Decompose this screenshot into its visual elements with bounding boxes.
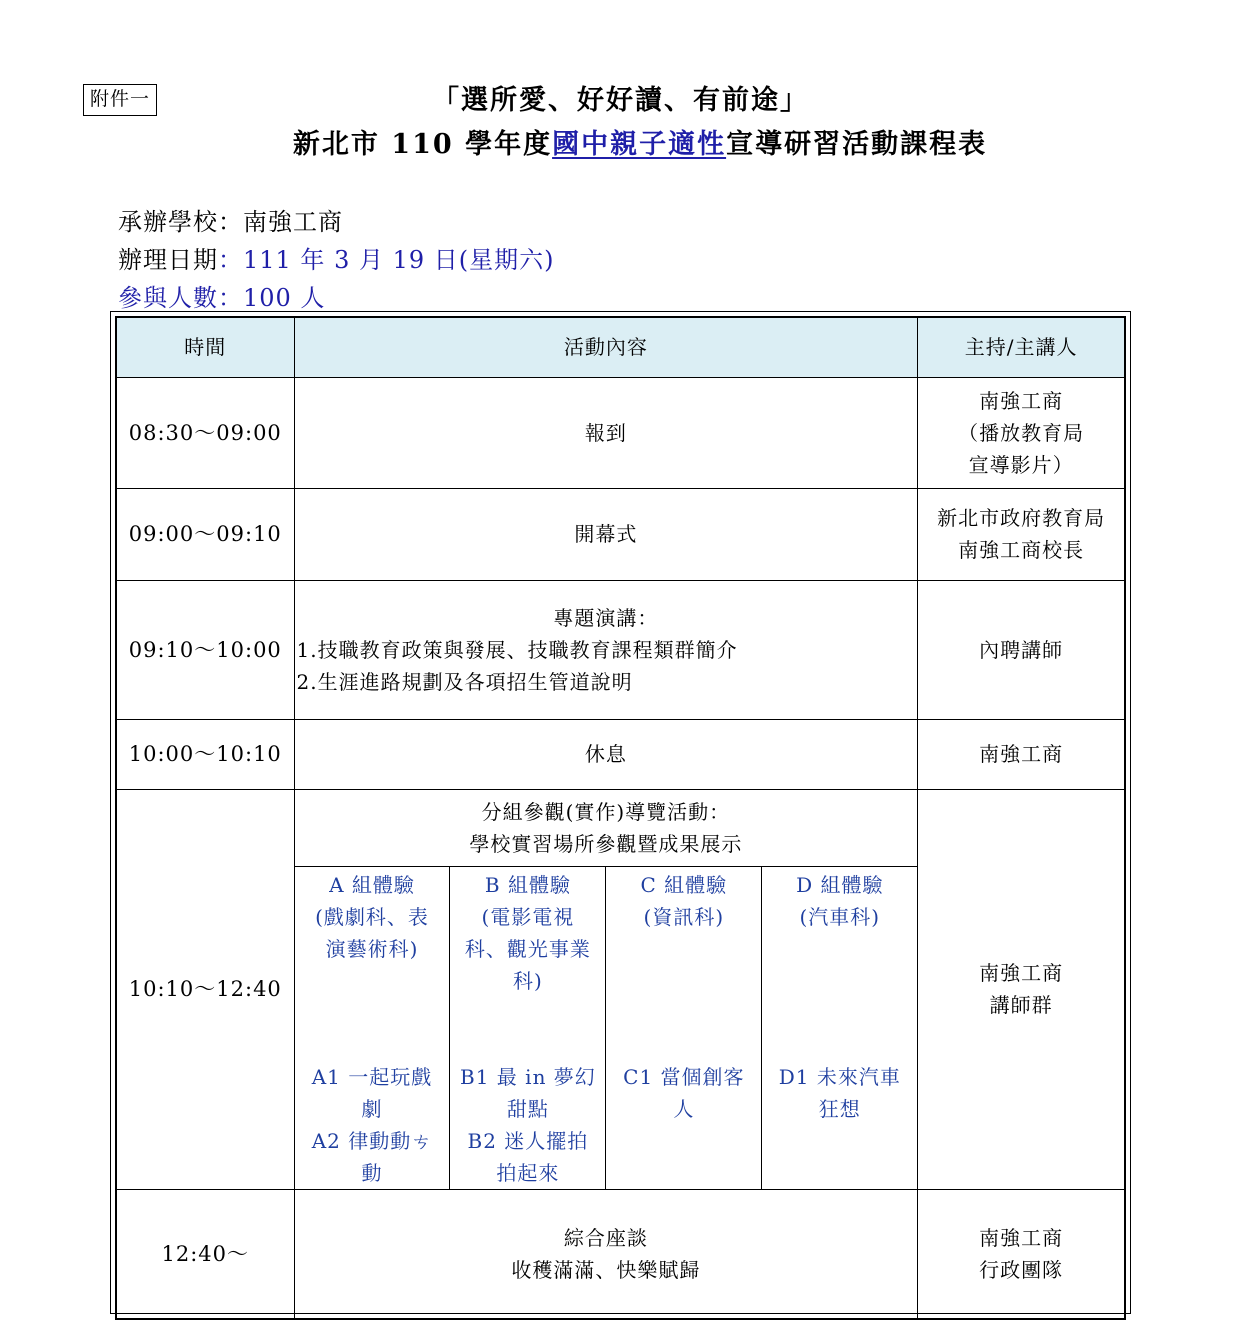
group-item: B2 迷人擺拍 (467, 1128, 589, 1153)
group-head: (戲劇科、表 (315, 904, 429, 929)
event-date-value: ：111 年 3 月 19 日(星期六) (218, 246, 555, 274)
content-title: 分組參觀(實作)導覽活動： (481, 799, 731, 824)
row-host (918, 789, 1125, 1189)
title-line2-pre: 新北市 110 學年度 (292, 129, 553, 160)
host-school-value: 南強工商 (243, 208, 343, 236)
event-date (118, 240, 555, 275)
row-content: 報到 (294, 377, 918, 488)
host-line: 南強工商 (979, 1225, 1064, 1250)
title-line2-post: 宣導研習活動課程表 (726, 129, 988, 160)
header-content: 活動內容 (294, 317, 918, 377)
table-row (116, 719, 1125, 789)
host-line: 宣導影片） (968, 452, 1074, 477)
schedule-table-frame (110, 311, 1131, 1314)
content-line: 收穫滿滿、快樂賦歸 (511, 1257, 701, 1282)
host-line: （播放教育局 (958, 420, 1085, 445)
row-content (294, 1189, 918, 1319)
group-item: 甜點 (506, 1096, 549, 1121)
group-item: A2 律動動ㄘ (311, 1128, 433, 1153)
group-item: 動 (361, 1160, 383, 1185)
group-head: A 組體驗 (329, 872, 415, 897)
group-item: 人 (673, 1096, 695, 1121)
group-head: 科、觀光事業 (464, 936, 591, 961)
table-row (116, 1189, 1125, 1319)
group-item: 拍起來 (496, 1160, 560, 1185)
group-a (294, 866, 450, 1189)
table-row (116, 789, 1125, 866)
row-time: 09:00～09:10 (116, 488, 294, 580)
row-content: 休息 (294, 719, 918, 789)
table-row (116, 488, 1125, 580)
group-head: (資訊科) (643, 904, 725, 929)
content-title: 專題演講： (553, 605, 659, 630)
title-line2-highlight: 國中親子適性 (552, 129, 727, 160)
row-host: 內聘講師 (918, 580, 1125, 719)
schedule-table (115, 316, 1126, 1320)
group-head: C 組體驗 (640, 872, 728, 897)
row-content-title (294, 789, 918, 866)
group-head: B 組體驗 (484, 872, 571, 897)
host-line: 南強工商校長 (958, 538, 1085, 562)
host-line: 講師群 (989, 993, 1053, 1017)
row-host: 南強工商 (918, 719, 1125, 789)
group-b (450, 866, 606, 1189)
table-header-row (116, 317, 1125, 377)
row-time: 08:30～09:00 (116, 377, 294, 488)
group-head: D 組體驗 (796, 872, 884, 897)
row-time: 12:40～ (116, 1189, 294, 1319)
attachment-label: 附件一 (83, 84, 157, 116)
content-subtitle: 學校實習場所參觀暨成果展示 (469, 831, 743, 856)
row-content: 開幕式 (294, 488, 918, 580)
content-item: 1.技職教育政策與發展、技職教育課程類群簡介 (296, 637, 738, 662)
group-c (606, 866, 762, 1189)
event-date-label: 辦理日期 (118, 246, 218, 274)
group-d (762, 866, 918, 1189)
host-line: 南強工商 (979, 961, 1064, 985)
participant-count: 參與人數：100 人 (118, 284, 326, 312)
host-line: 新北市政府教育局 (937, 506, 1106, 530)
row-host (918, 488, 1125, 580)
group-item: 劇 (361, 1096, 383, 1121)
header-host: 主持/主講人 (918, 317, 1125, 377)
row-time: 10:00～10:10 (116, 719, 294, 789)
title-line2 (0, 122, 1241, 161)
title-line1: 「選所愛、好好讀、有前途」 (432, 85, 809, 116)
group-head: 演藝術科) (325, 936, 419, 961)
table-row (116, 580, 1125, 719)
content-item: 2.生涯進路規劃及各項招生管道說明 (296, 669, 633, 694)
group-item: C1 當個創客 (623, 1064, 745, 1089)
row-host (918, 1189, 1125, 1319)
group-head: (汽車科) (799, 904, 881, 929)
table-row (116, 377, 1125, 488)
row-time: 10:10～12:40 (116, 789, 294, 1189)
content-line: 綜合座談 (563, 1225, 648, 1250)
group-item: A1 一起玩戲 (311, 1064, 433, 1089)
host-line: 南強工商 (979, 388, 1064, 413)
group-item: B1 最 in 夢幻 (460, 1064, 596, 1089)
group-item: D1 未來汽車 (778, 1064, 901, 1089)
host-school-label: 承辦學校： (118, 208, 243, 236)
group-head: (電影電視 (481, 904, 575, 929)
row-host (918, 377, 1125, 488)
host-school (118, 202, 343, 237)
group-head: 科) (513, 968, 543, 993)
header-time: 時間 (116, 317, 294, 377)
row-content (294, 580, 918, 719)
group-item: 狂想 (818, 1096, 861, 1121)
row-time: 09:10～10:00 (116, 580, 294, 719)
host-line: 行政團隊 (979, 1257, 1064, 1282)
